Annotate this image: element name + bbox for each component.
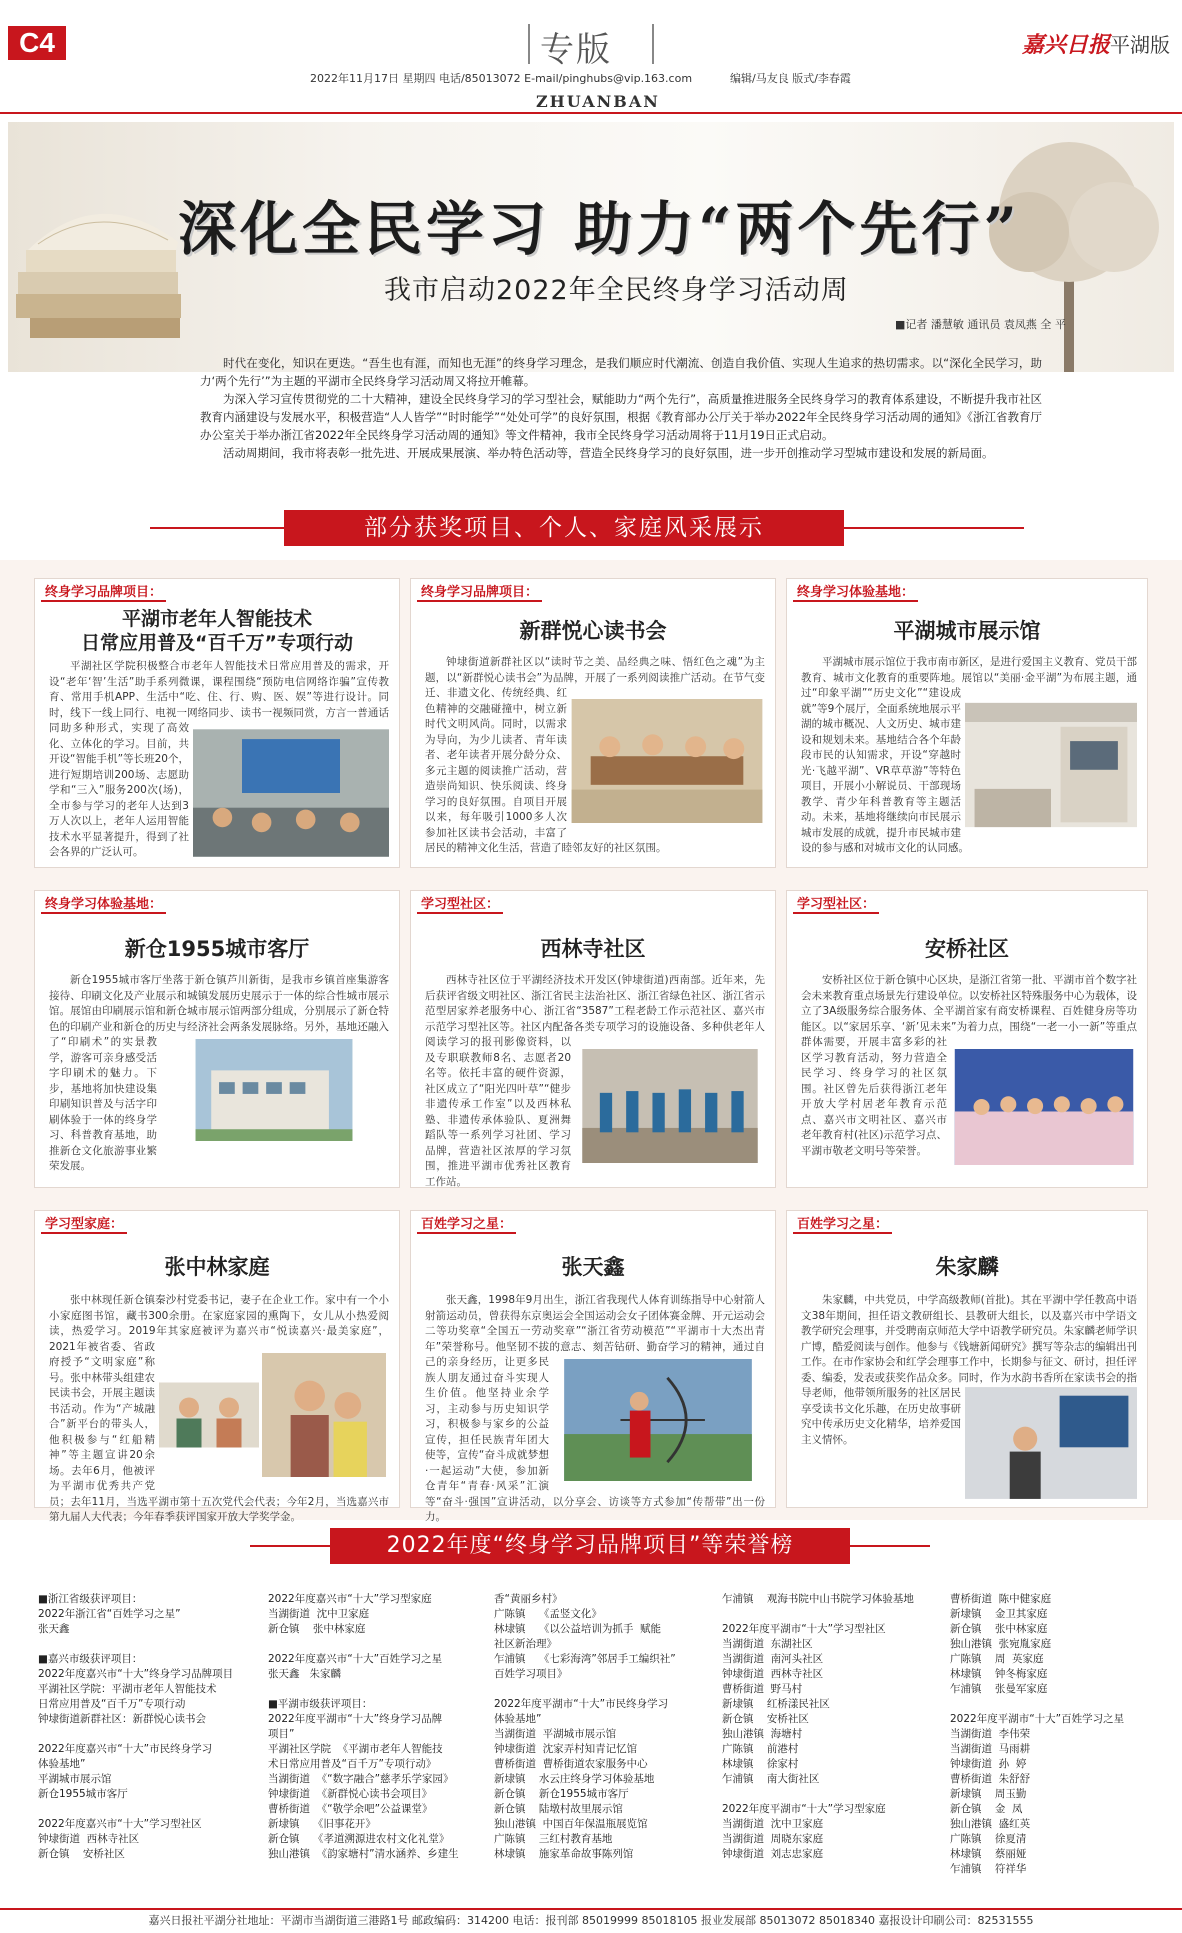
card-tag: 百姓学习之星： <box>793 1213 892 1234</box>
divider <box>528 24 530 64</box>
card-text-body: 平湖社区学院积极整合市老年人智能技术日常应用普及的需求，开设“老年‘智’生活”助手系列微课，课程围绕“预防电信网络诈骗”宣传教育、常用手机APP、生活中“吃、住、行、购、医、娱”等进行设计。同时，线下一线上同行、电视一网络同步、读书一视频同赏，方言一普通话同助多种形式，实现了高效化、立体化的学习。目前，共开设“智能手机”等长班20个，进行短期培训200场、志愿助学和“三入”服务200次(场)，全市参与学习的老年人达到3万人次以上，老年人运用智能技术水平显著提升，得到了社会各界的广泛认可。 <box>49 660 389 858</box>
card-city-exhibition <box>786 578 1148 868</box>
subheadline: 我市启动2022年全民终身学习活动周 <box>384 275 849 306</box>
editor-info: 编辑/马友良 版式/李春霞 <box>730 72 851 85</box>
byline: ■记者 潘慧敏 通讯员 袁凤燕 全 平 <box>895 318 1066 331</box>
headline: 深化全民学习 助力“两个先行” <box>178 195 1021 263</box>
card-title: 张中林家庭 <box>164 1255 270 1279</box>
card-title: 张天鑫 <box>561 1255 625 1279</box>
card-tag: 终身学习体验基地： <box>41 893 166 914</box>
divider <box>652 24 654 64</box>
books-illustration <box>8 122 188 372</box>
card-anqiao <box>786 890 1148 1188</box>
card-tag: 学习型社区： <box>417 893 503 914</box>
card-text-body: 张天鑫，1998年9月出生，浙江省我现代人体育训练指导中心射箭人射箭运动员，曾获得东京奥运会全国运动会女子团体赛金牌、开元运动会二等功奖章“全国五一劳动奖章”“浙江省劳动模范”“平湖市十大杰出青年”荣誉称号。他坚韧不拔的意志、刻苦钻研、勤奋学习的精神，通过自己的亲身经历，让更多民族人朋友通过奋斗实现人生价值。他坚持业余学习，主动参与历史知识学习，积极参与家乡的公益宣传，担任民族青年团大使等，宣传“奋斗成就梦想·一起运动”大使，参加新仓青年“青春·风采”汇演等“奋斗·强国”宣讲活动，以分享会、访谈等方式参加“传帮带”出一份力。 <box>425 1294 765 1523</box>
section-banner: 部分获奖项目、个人、家庭风采展示 <box>284 510 844 546</box>
card-text-body: 西林寺社区位于平湖经济技术开发区(钟埭街道)西南部。近年来，先后获评省级文明社区、浙江省民主法治社区、浙江省绿色社区、浙江省示范型居家养老服务中心、浙江省“3587”工程老龄工作示范社区、嘉兴市示范学习型社区等。社区内配备各类专项学习的设施设备、多种供老年人阅读学习的报刊影像资料，以及专职联教师8名、志愿者20名等。依托丰富的硬件资源，社区成立了“阳光四叶草”“健步非遗传承工作室”以及西林私塾、非遗传承体验队、夏洲舞蹈队等一系列学习社团、学习品牌，营造社区浓厚的学习氛围，推进平湖市优秀社区教育工作站。 <box>425 974 765 1188</box>
header-rule <box>0 112 1182 114</box>
card-tag: 终身学习品牌项目： <box>417 581 542 602</box>
intro-paragraph: 为深入学习宣传贯彻党的二十大精神，建设全民终身学习的学习型社会，赋能助力“两个先行”，高质量推进服务全民终身学习的教育体系建设，不断提升我市社区教育内涵建设与发展水平，积极营造“人人皆学”“时时能学”“处处可学”的良好氛围，根据《教育部办公厅关于举办2022年全民终身学习活动周的通知》《浙江省教育厅办公室关于举办浙江省2022年全民终身学习活动周的通知》等文件精神，我市全民终身学习活动周将于11月19日正式启动。 <box>200 392 1042 442</box>
card-title: 新群悦心读书会 <box>519 619 667 643</box>
photo-family-reading <box>261 1353 387 1477</box>
card-title: 安桥社区 <box>925 937 1009 961</box>
card-text-body: 朱家麟，中共党员，中学高级教师(首批)。其在平湖中学任教高中语文38年期间，担任语文教研组长、县教研大组长，以及嘉兴市中学语文教学研究会理事，并受聘南京师范大学中语教学研究员。朱家麟老师学识广博，酷爱阅读与创作。他参与《钱塘新闻研究》撰写等杂志的编辑出刊工作。在市作家协会和红学会理事工作中，长期参与征文、研讨，担任评委、编委，发表或获奖作品众多。同时，作为水韵书香所在家读书会的指导老师，他带领所服务的社区居民享受读书文化乐趣，在历史故事研究中传承历史文化精华，培养爱国主义情怀。 <box>801 1294 1137 1446</box>
honor-column-1: ■浙江省级获评项目： 2022年浙江省“百姓学习之星” 张天鑫 ■嘉兴市级获评项目： 2022年度嘉兴市“十大”终身学习品牌项目 平湖社区学院：平湖市老年人智能技术 日常应用普及“百千万”专项行动 钟埭街道新群社区：新群悦心读书会 2022年度嘉兴市“十大”市民终身学习 体验基地” 平湖城市展示馆 新仓1955城市客厅 2022年度嘉兴市“十大”学习型社区 钟埭街道 西林寺社区 新仓镇 安桥社区 <box>38 1593 234 1860</box>
photo-building <box>161 1039 387 1141</box>
honor-column-4: 乍浦镇 观海书院中山书院学习体验基地 2022年度平湖市“十大”学习型社区 当湖街道 东湖社区 当湖街道 南河头社区 钟埭街道 西林寺社区 曹桥街道 野马村 新埭镇 红桥漾民社区 新仓镇 安桥社区 独山港镇 海塘村 广陈镇 前港村 林埭镇 徐家村 乍浦镇 南大街社区 2022年度平湖市“十大”学习型家庭 当湖街道 沈中卫家庭 当湖街道 周晓东家庭 钟埭街道 刘志忠家庭 <box>722 1593 914 1860</box>
honor-column-2: 2022年度嘉兴市“十大”学习型家庭 当湖街道 沈中卫家庭 新仓镇 张中林家庭 2022年度嘉兴市“十大”百姓学习之星 张天鑫 朱家麟 ■平湖市级获评项目： 2022年度平湖市“十大”终身学习品牌 项目” 平湖社区学院 《平湖市老年人智能技 术日常应用普及“百千万”专项行动》 当湖街道 《“数字融合”慈孝乐学家园》 钟埭街道 《新群悦心读书会项目》 曹桥街道 《“敬学余吧”公益课堂》 新埭镇 《旧事花开》 新仓镇 《孝道溯源进农村文化礼堂》 独山港镇 《韵家塘村”清水涵养、乡建生 <box>268 1593 459 1860</box>
card-tag: 学习型家庭： <box>41 1213 127 1234</box>
intro-paragraph: 时代在变化，知识在更迭。“吾生也有涯，而知也无涯”的终身学习理念，是我们顺应时代潮流、创造自我价值、实现人生追求的热切需求。以“深化全民学习，助力‘两个先行’”为主题的平湖市全民终身学习活动周又将拉开帷幕。 <box>200 356 1042 388</box>
card-title: 新仓1955城市客厅 <box>124 937 310 961</box>
newspaper-logo <box>1022 28 1170 59</box>
banner-rule-right <box>850 1545 930 1547</box>
honor-column-3: 香“黄丽乡村》 广陈镇 《孟竖文化》 林埭镇 《以公益培训为抓手 赋能 社区新治理》 乍浦镇 《七彩海湾”邻居手工编织社” 百姓学习项目》 2022年度平湖市“十大”市民终身学习 体验基地” 当湖街道 平湖城市展示馆 钟埭街道 沈家弄村知青记忆馆 曹桥街道 曹桥街道农家服务中心 新埭镇 水云庄终身学习体验基地 新仓镇 新仓1955城市客厅 新仓镇 陆墩村故里展示馆 独山港镇 中国百年保温瓶展览馆 广陈镇 三红村教育基地 林埭镇 施家革命故事陈列馆 <box>494 1593 676 1860</box>
card-zhang-tianxin <box>410 1210 776 1523</box>
footer: 嘉兴日报社平湖分社地址：平湖市当湖街道三港路1号 邮政编码：314200 电话：报刊部 85019999 85018105 报业发展部 85013072 85018340 嘉报设计印刷公司：82531555 <box>0 1908 1182 1933</box>
card-tag: 百姓学习之星： <box>417 1213 516 1234</box>
card-elder-tech <box>34 578 400 868</box>
brand-name: 嘉兴日报 <box>1021 33 1110 58</box>
page-number: C4 <box>8 26 66 60</box>
card-title: 平湖城市展示馆 <box>893 619 1041 643</box>
card-tag: 终身学习体验基地： <box>793 581 918 602</box>
card-text-body: 张中林现任新仓镇秦沙村党委书记，妻子在企业工作。家中有一个小小家庭图书馆，藏书300余册。在家庭家园的熏陶下，女儿从小热爱阅读，热爱学习。2019年其家庭被评为嘉兴市“悦读嘉兴·最美家庭”，2021年被省委、省政府授予“文明家庭”称号。张中林带头组建农民读书会，开展主题读书活动。作为“产城融合”新平台的带头人，他积极参与“红船精神”等主题宣讲20余场。去年6月，他被评为平湖市优秀共产党员；去年11月，当选平湖市第十五次党代会代表；今年2月，当选嘉兴市第九届人大代表；今年春季获评国家开放大学奖学金。 <box>49 1294 389 1523</box>
card-reading-club <box>410 578 776 868</box>
photo-performance <box>575 1049 765 1163</box>
card-text-body: 平湖城市展示馆位于我市南市新区，是进行爱国主义教育、党员干部教育、城市文化教育的重要阵地。展馆以“美丽·金平湖”为布展主题，通过“印象平湖”“历史文化”“建设成就”等9个展厅，全面系统地展示平湖的城市概况、人文历史、城市建设和规划未来。基地结合各个年龄段市民的认知需求，开设“穿越时光·飞越平湖”、VR草草游”等特色项目，开展小小解说员、干部现场教学、青少年科普教育等主题活动。未来，基地将继续向市民展示城市发展的成就，提升市民城市建设的参与感和对城市文化的认同感。 <box>801 656 1137 854</box>
photo-lecture <box>965 1387 1137 1499</box>
photo-reading <box>571 699 763 823</box>
intro-article <box>200 354 1042 462</box>
honor-banner: 2022年度“终身学习品牌项目”等荣誉榜 <box>330 1528 850 1564</box>
card-text-body: 安桥社区位于新仓镇中心区块，是浙江省第一批、平湖市首个数字社会未来教育重点场景先行建设单位。以安桥社区特殊服务中心为载体，设立了3A级服务综合服务体、全平湖首家有商安桥课程、百姓健身房等功能区。以“家居乐享、‘新’见未来”为着力点，围绕“一老一小一新”等重点群体需要，开展丰富多彩的社区学习教育活动，努力营造全民学习、终身学习的社区氛围。社区曾先后获得浙江老年开放大学村居老年教育示范点、嘉兴市文明社区、嘉兴市老年教育村(社区)示范学习点、平湖市敬老文明号等荣誉。 <box>801 974 1137 1157</box>
card-text-body: 钟埭街道新群社区以“读时节之美、品经典之味、悟红色之魂”为主题，以“新群悦心读书会”为品牌，开展了一系列阅读推广活动。在节气变迁、非遗文化、传统经典、红色精神的交融碰撞中，树立新时代文明风尚。同时，以需求为导向，为少儿读者、青年读者、老年读者开展分龄分众、多元主题的阅读推广活动，营造崇尚知识、快乐阅读、终身学习的良好氛围。自项目开展以来，每年吸引1000多人次参加社区读书会活动，丰富了居民的精神文化生活，营造了睦邻友好的社区氛围。 <box>425 656 765 854</box>
photo-archer <box>553 1359 763 1481</box>
card-title: 平湖市老年人智能技术 日常应用普及“百千万”专项行动 <box>81 608 353 654</box>
honor-column-5: 曹桥街道 陈中健家庭 新埭镇 金卫其家庭 新仓镇 张中林家庭 独山港镇 张宛胤家庭 广陈镇 周 英家庭 林埭镇 钟冬梅家庭 乍浦镇 张曼军家庭 2022年度平湖市“十大”百姓学习之星 当湖街道 李伟荣 当湖街道 马雨耕 钟埭街道 孙 婷 曹桥街道 朱舒舒 新埭镇 周玉勤 新仓镇 金 凤 独山港镇 盛红英 广陈镇 徐夏清 林埭镇 蔡丽娅 乍浦镇 符祥华 <box>950 1593 1125 1875</box>
card-tag: 学习型社区： <box>793 893 879 914</box>
card-xilinsi <box>410 890 776 1188</box>
brand-edition: 平湖版 <box>1110 33 1170 57</box>
masthead <box>0 0 1182 110</box>
card-xincang-1955 <box>34 890 400 1188</box>
card-title: 朱家麟 <box>935 1255 999 1279</box>
banner-rule-left <box>250 1545 330 1547</box>
card-zhang-family <box>34 1210 400 1523</box>
card-zhu-jialin <box>786 1210 1148 1508</box>
card-tag: 终身学习品牌项目： <box>41 581 166 602</box>
banner-rule-right <box>844 527 1024 529</box>
section-pinyin: ZHUANBAN <box>536 92 660 111</box>
photo-children-group <box>951 1049 1137 1165</box>
photo-family <box>159 1353 259 1477</box>
issue-info: 2022年11月17日 星期四 电话/85013072 E-mail/pinghubs@vip.163.com <box>310 72 693 85</box>
intro-paragraph: 活动周期间，我市将表彰一批先进、开展成果展演、举办特色活动等，营造全民终身学习的良好氛围，进一步开创推动学习型城市建设和发展的新局面。 <box>223 446 994 460</box>
section-name: 专版 <box>540 30 612 70</box>
photo-exhibition-hall <box>965 695 1137 835</box>
card-title: 西林寺社区 <box>540 937 646 961</box>
banner-rule-left <box>150 527 284 529</box>
photo-classroom <box>193 729 389 857</box>
card-text-body: 新仓1955城市客厅坐落于新仓镇芦川新街，是我市乡镇首座集游客接待、印刷文化及产业展示和城镇发展历史展示于一体的综合性城市展示馆。展馆由印刷展示馆和新仓城市展示馆两部分组成，分别展示了新仓特色的印刷产业和新仓的历史与经济社会两条发展脉络。另外，基地还融入了“印刷术”的实景教学，游客可亲身感受活字印刷术的魅力。下步，基地将加快建设集印刷知识普及与活字印刷体验于一体的终身学习、科普教育基地，助推新仓文化旅游事业繁荣发展。 <box>49 974 389 1172</box>
